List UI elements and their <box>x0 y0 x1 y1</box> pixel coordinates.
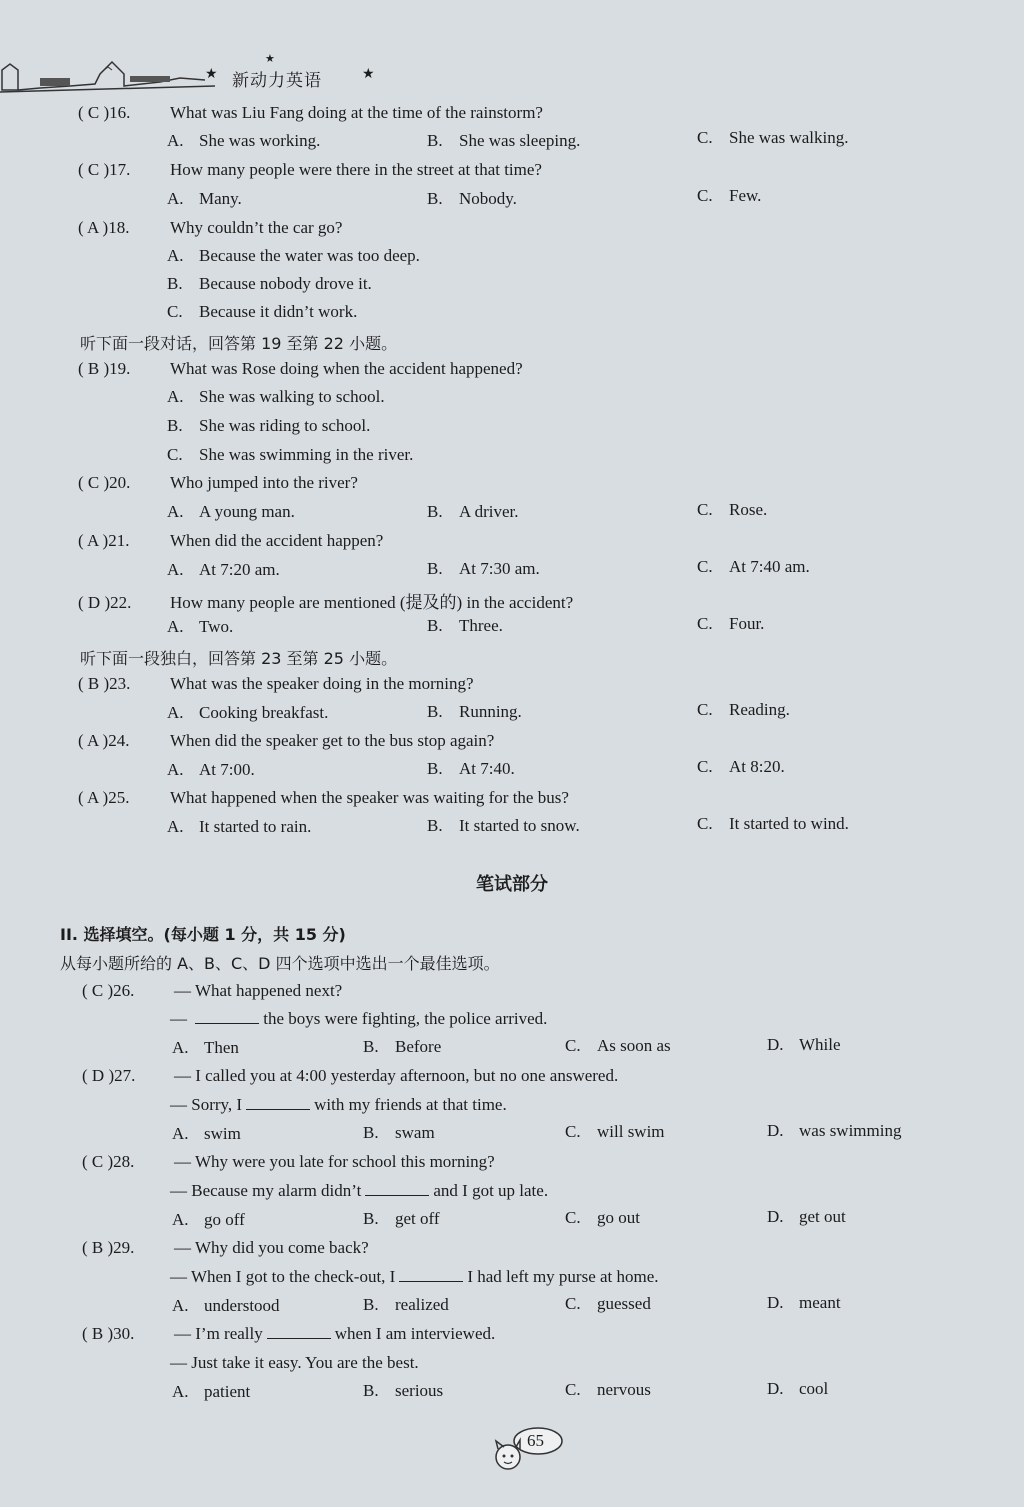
option-c: C. go out <box>565 1208 640 1227</box>
option-d: D. While <box>767 1035 841 1054</box>
option-c: C. As soon as <box>565 1036 671 1055</box>
question-27: ( D )27. — I called you at 4:00 yesterday afternoon, but no one answered. <box>82 1066 619 1085</box>
option-c: C. guessed <box>565 1294 651 1313</box>
option-a: A. Then <box>172 1038 239 1057</box>
option-b: B. A driver. <box>427 502 519 521</box>
star-icon: ★ <box>362 67 375 82</box>
dialog-line: — Sorry, I with my friends at that time. <box>170 1095 507 1114</box>
option-a: A. understood <box>172 1296 280 1315</box>
section-title: 笔试部分 <box>476 874 548 895</box>
option-b: B. Because nobody drove it. <box>167 274 372 293</box>
option-b: B. serious <box>363 1381 444 1400</box>
option-a: A. swim <box>172 1124 241 1143</box>
option-b: B. She was riding to school. <box>167 416 371 435</box>
question-28: ( C )28. — Why were you late for school this morning? <box>82 1152 495 1171</box>
option-c: C. will swim <box>565 1122 665 1141</box>
answer-blank <box>399 1267 463 1282</box>
option-c: C. Because it didn’t work. <box>167 302 358 321</box>
option-d: D. was swimming <box>767 1121 902 1140</box>
question-20: ( C )20. Who jumped into the river? <box>78 473 358 492</box>
option-c: C. It started to wind. <box>697 814 849 833</box>
question-22: ( D )22. How many people are mentioned (提及的) in the accident? <box>78 593 574 612</box>
option-a: A. Many. <box>167 189 242 208</box>
option-c: C. She was swimming in the river. <box>167 445 414 464</box>
dialog-line: — Because my alarm didn’t and I got up late. <box>170 1181 549 1200</box>
option-b: B. Nobody. <box>427 189 517 208</box>
option-a: A. Because the water was too deep. <box>167 246 420 265</box>
question-18: ( A )18. Why couldn’t the car go? <box>78 218 343 237</box>
page-header <box>0 50 420 95</box>
option-b: B. swam <box>363 1123 435 1142</box>
book-title: 新动力英语 <box>232 71 322 91</box>
dialog-line: — When I got to the check-out, I I had left my purse at home. <box>170 1267 659 1286</box>
option-b: B. Running. <box>427 702 522 721</box>
option-d: D. cool <box>767 1379 829 1398</box>
dialog-line: — Just take it easy. You are the best. <box>170 1353 419 1372</box>
option-a: A. A young man. <box>167 502 295 521</box>
option-c: C. nervous <box>565 1380 651 1399</box>
option-b: B. Before <box>363 1037 442 1056</box>
question-23: ( B )23. What was the speaker doing in the morning? <box>78 674 474 693</box>
option-c: C. Reading. <box>697 700 790 719</box>
option-a: A. go off <box>172 1210 245 1229</box>
option-b: B. At 7:40. <box>427 759 515 778</box>
option-c: C. At 7:40 am. <box>697 557 810 576</box>
section-heading: II. 选择填空。(每小题 1 分，共 15 分) <box>60 925 346 944</box>
page-number-badge <box>490 1425 570 1475</box>
option-b: B. get off <box>363 1209 440 1228</box>
star-icon: ★ <box>205 67 218 82</box>
option-b: B. She was sleeping. <box>427 131 581 150</box>
option-b: B. Three. <box>427 616 503 635</box>
answer-blank <box>195 1009 259 1024</box>
question-25: ( A )25. What happened when the speaker was waiting for the bus? <box>78 788 569 807</box>
option-a: A. Two. <box>167 617 234 636</box>
option-b: B. realized <box>363 1295 449 1314</box>
question-29: ( B )29. — Why did you come back? <box>82 1238 369 1257</box>
option-a: A. Cooking breakfast. <box>167 703 329 722</box>
dialog-line: — the boys were fighting, the police arrived. <box>170 1009 548 1028</box>
question-16: ( C )16. What was Liu Fang doing at the time of the rainstorm? <box>78 103 543 122</box>
option-c: C. She was walking. <box>697 128 849 147</box>
option-a: A. She was walking to school. <box>167 387 385 406</box>
answer-blank <box>365 1181 429 1196</box>
listening-instruction: 听下面一段对话，回答第 19 至第 22 小题。 <box>80 334 398 353</box>
section-instruction: 从每小题所给的 A、B、C、D 四个选项中选出一个最佳选项。 <box>60 954 500 973</box>
question-19: ( B )19. What was Rose doing when the accident happened? <box>78 359 523 378</box>
option-b: B. At 7:30 am. <box>427 559 540 578</box>
option-a: A. She was working. <box>167 131 321 150</box>
question-30: ( B )30. — I’m really when I am interviewed. <box>82 1324 496 1343</box>
option-a: A. It started to rain. <box>167 817 312 836</box>
question-17: ( C )17. How many people were there in the street at that time? <box>78 160 542 179</box>
page-number: 65 <box>527 1431 544 1450</box>
answer-blank <box>246 1095 310 1110</box>
option-c: C. Few. <box>697 186 762 205</box>
option-c: C. Rose. <box>697 500 768 519</box>
star-icon: ★ <box>265 53 275 65</box>
option-b: B. It started to snow. <box>427 816 580 835</box>
town-skyline-icon <box>0 50 215 95</box>
option-c: C. Four. <box>697 614 765 633</box>
question-26: ( C )26. — What happened next? <box>82 981 343 1000</box>
option-d: D. get out <box>767 1207 846 1226</box>
answer-blank <box>267 1324 331 1339</box>
option-a: A. At 7:20 am. <box>167 560 280 579</box>
listening-instruction: 听下面一段独白，回答第 23 至第 25 小题。 <box>80 649 398 668</box>
option-c: C. At 8:20. <box>697 757 785 776</box>
option-a: A. patient <box>172 1382 251 1401</box>
option-a: A. At 7:00. <box>167 760 255 779</box>
question-24: ( A )24. When did the speaker get to the bus stop again? <box>78 731 495 750</box>
question-21: ( A )21. When did the accident happen? <box>78 531 384 550</box>
option-d: D. meant <box>767 1293 841 1312</box>
